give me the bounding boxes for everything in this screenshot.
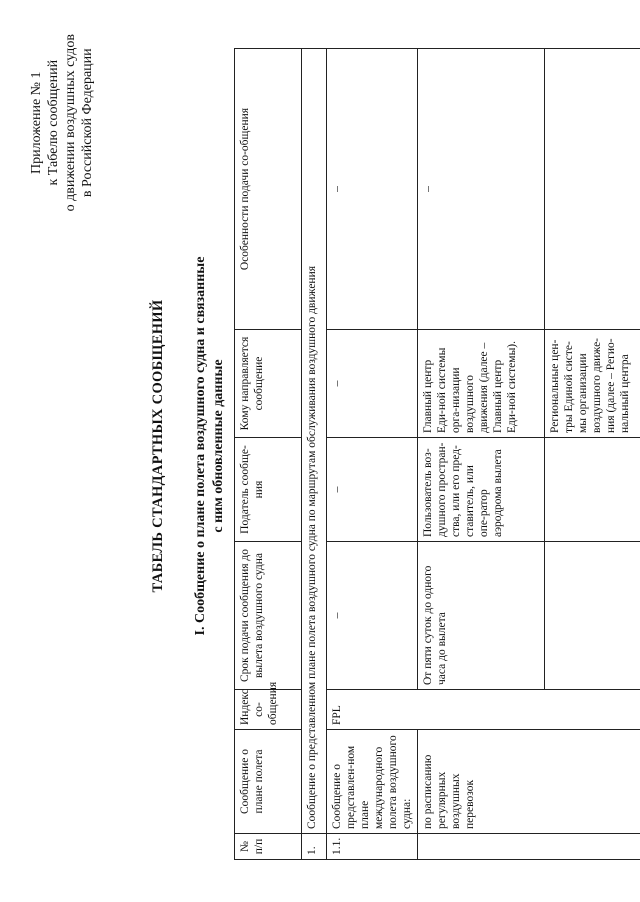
table-header-row xyxy=(235,49,302,860)
appendix-line-2: к Табелю сообщений xyxy=(46,59,61,186)
cell-submitter: Пользователь воз-душного простран-ства, или его пред-ставитель, или опе-ратор аэродрома вылета xyxy=(418,438,545,542)
table-row xyxy=(418,49,545,860)
cell-term xyxy=(545,542,640,690)
appendix-line-4: в Российской Федерации xyxy=(80,48,95,198)
cell-notes xyxy=(545,49,640,330)
table-row xyxy=(327,49,418,860)
header-num: № п/п xyxy=(235,834,302,860)
section-heading-line-1: I. Сообщение о плане полета воздушного судна и связанные xyxy=(193,256,208,636)
cell-message: по расписанию регулярных воздушных перевозок xyxy=(418,730,640,834)
header-message: Сообщение о плане полета xyxy=(235,730,302,834)
cell-num xyxy=(418,834,640,860)
cell-submitter xyxy=(545,438,640,542)
document-page xyxy=(20,16,631,876)
cell-recipient: Главный центр Еди-ной системы орга-низации воздушного движения (далее – Главный центр Еди-ной системы). xyxy=(418,330,545,438)
cell-notes: – xyxy=(418,49,545,330)
document-title: ТАБЕЛЬ СТАНДАРТНЫХ СООБЩЕНИЙ xyxy=(150,299,166,593)
cell-term: – xyxy=(327,542,418,690)
cell-message: Сообщение о представлен-ном плане международного полета воздушного судна: xyxy=(327,730,418,834)
header-submitter: Податель сообще-ния xyxy=(235,438,302,542)
appendix-header xyxy=(28,34,96,211)
cell-index: FPL xyxy=(327,690,640,730)
cell-recipient: Региональные цен-тры Единой систе-мы организации воздушного движе-ния (далее – Регио-нальный центра xyxy=(545,330,640,438)
header-index: Индекс со-общения xyxy=(235,690,302,730)
header-notes: Особенности подачи со-общения xyxy=(235,49,302,330)
cell-section-text: Сообщение о представленном плане полета воздушного судна по маршрутам обслуживания воздушного движения xyxy=(302,49,327,834)
cell-num: 1. xyxy=(302,834,327,860)
cell-num: 1.1. xyxy=(327,834,418,860)
section-heading xyxy=(192,16,228,876)
appendix-line-1: Приложение № 1 xyxy=(29,71,44,174)
cell-recipient: – xyxy=(327,330,418,438)
header-recipient: Кому направляется сообщение xyxy=(235,330,302,438)
cell-term: От пяти суток до одного часа до вылета xyxy=(418,542,545,690)
section-heading-line-2: с ним обновленные данные xyxy=(211,359,226,533)
table-row xyxy=(302,49,327,860)
cell-submitter: – xyxy=(327,438,418,542)
appendix-line-3: о движении воздушных судов xyxy=(63,34,78,212)
messages-table xyxy=(234,48,640,860)
header-term: Срок подачи сообщения до вылета воздушного судна xyxy=(235,542,302,690)
cell-notes: – xyxy=(327,49,418,330)
